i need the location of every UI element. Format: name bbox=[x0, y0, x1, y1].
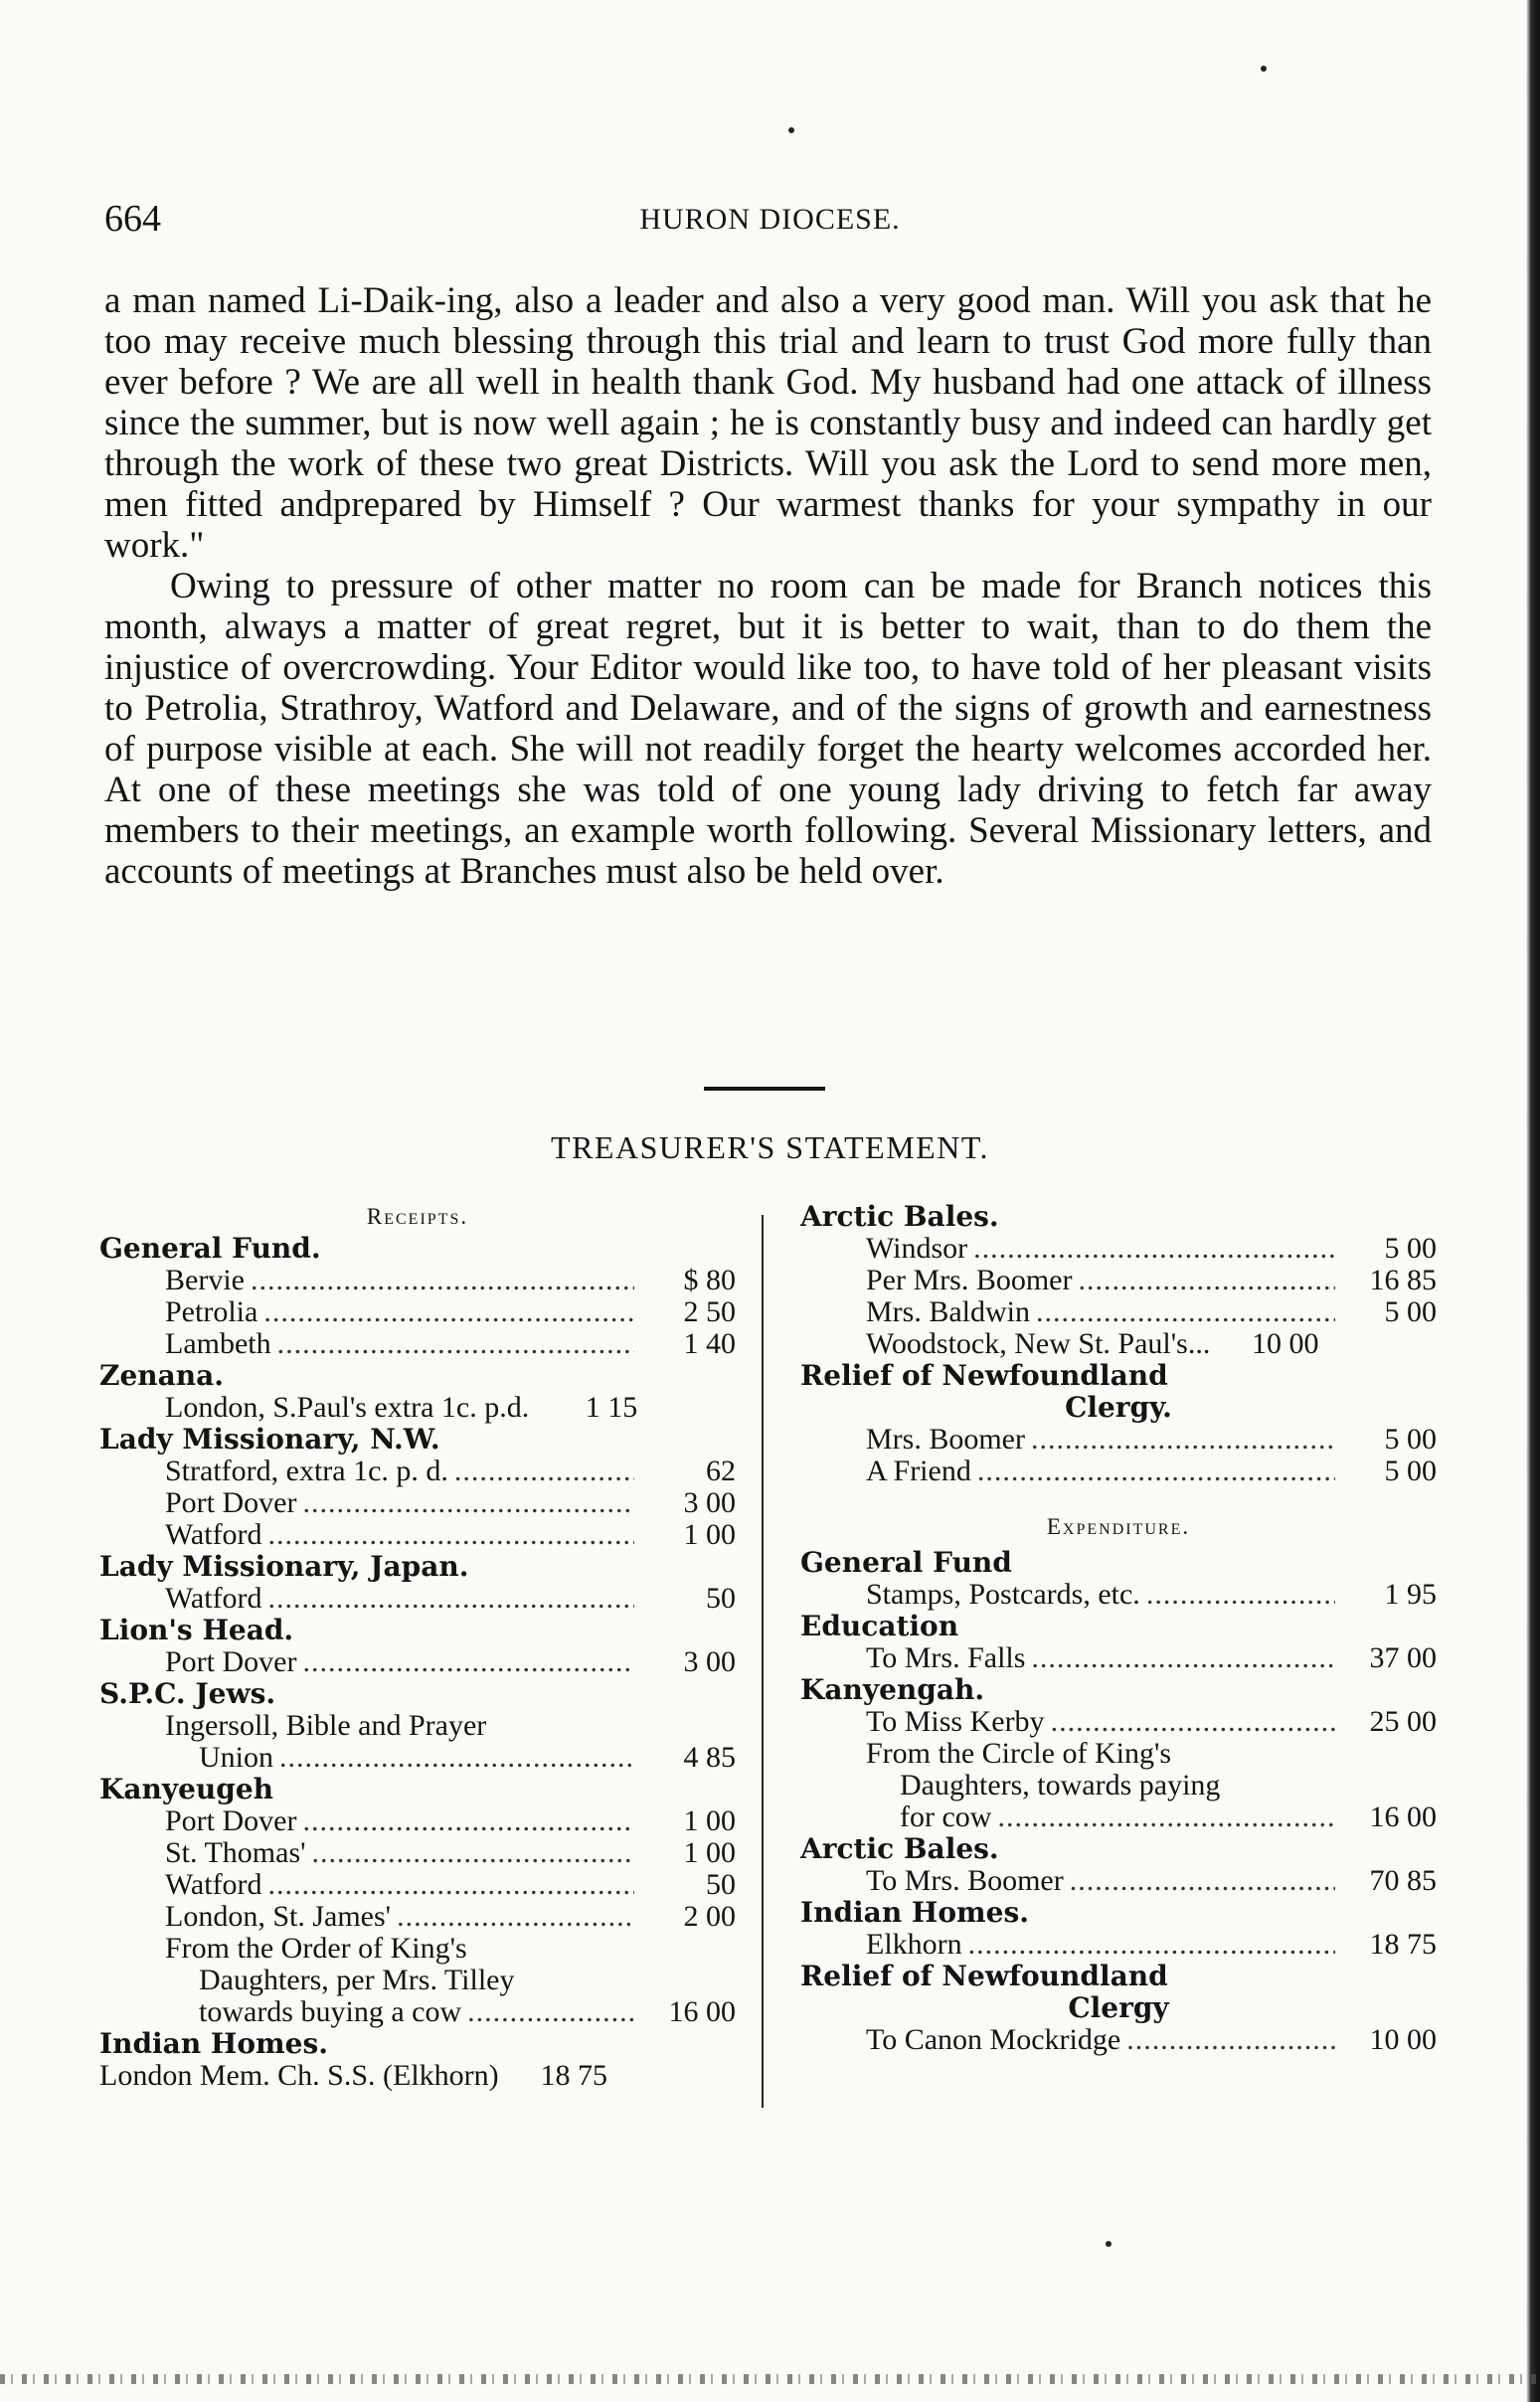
fund-heading: General Fund. bbox=[99, 1233, 321, 1265]
leader-dots bbox=[997, 1802, 1335, 1833]
fund-heading: Kanyeugeh bbox=[99, 1774, 274, 1805]
leader-dots bbox=[268, 1583, 634, 1615]
row-amount: 70 85 bbox=[1369, 1864, 1437, 1897]
receipts-column bbox=[99, 1201, 736, 2092]
leader-dots bbox=[454, 1456, 634, 1487]
row-amount: 5 00 bbox=[1384, 1455, 1437, 1487]
fund-heading: Lady Missionary, Japan. bbox=[99, 1551, 469, 1583]
page-header bbox=[104, 197, 1436, 247]
fund-heading-continued: Clergy. bbox=[1065, 1392, 1172, 1424]
row-amount: 3 00 bbox=[683, 1645, 736, 1678]
row-label: Bervie bbox=[165, 1264, 245, 1296]
fund-heading: Relief of Newfoundland bbox=[800, 1360, 1168, 1392]
ledger-row bbox=[99, 1869, 736, 1901]
row-amount: 10 00 bbox=[1252, 1327, 1319, 1360]
ledger-row bbox=[99, 1487, 736, 1519]
row-label: towards buying a cow bbox=[199, 1995, 462, 2028]
row-amount: 50 bbox=[706, 1868, 736, 1901]
row-label: London, St. James' bbox=[165, 1900, 392, 1933]
leader-dots bbox=[1031, 1642, 1335, 1674]
ledger-row bbox=[800, 1706, 1437, 1738]
leader-dots bbox=[977, 1456, 1335, 1487]
row-amount: 18 75 bbox=[540, 2059, 607, 2092]
fund-heading: Zenana. bbox=[99, 1360, 225, 1392]
leader-dots bbox=[1036, 1296, 1335, 1328]
fund-heading: Lion's Head. bbox=[99, 1615, 294, 1646]
ledger-row bbox=[99, 1646, 736, 1678]
leader-dots bbox=[302, 1646, 634, 1678]
ledger-row bbox=[800, 1296, 1437, 1328]
row-label: London Mem. Ch. S.S. (Elkhorn) bbox=[99, 2059, 499, 2092]
ledger-row bbox=[800, 1424, 1437, 1456]
paragraph-1: a man named Li-Daik-ing, also a leader and also a very good man. Will you ask that he too may receive much blessing through this trial and learn to trust God more fully than ever before ? We are all well in health thank God. My husband had one attack of illness since the summer, but is now well again ; he is constantly busy and indeed can hardly get through the work of these two great Districts. Will you ask the Lord to send more men, men fitted andprepared by Himself ? Our warmest thanks for your sympathy in our work." bbox=[104, 280, 1432, 566]
ledger-line: Daughters, per Mrs. Tilley bbox=[199, 1964, 515, 1996]
fund-heading: Arctic Bales. bbox=[800, 1833, 999, 1865]
ledger-row bbox=[99, 1837, 736, 1869]
row-label: To Mrs. Boomer bbox=[866, 1864, 1064, 1897]
leader-dots bbox=[1078, 1265, 1335, 1296]
leader-dots bbox=[397, 1901, 634, 1933]
fund-heading: S.P.C. Jews. bbox=[99, 1678, 276, 1710]
row-label: Lambeth bbox=[165, 1327, 271, 1360]
ledger-row bbox=[99, 1328, 736, 1360]
row-label: Mrs. Baldwin bbox=[866, 1295, 1030, 1328]
ledger-row bbox=[800, 1456, 1437, 1487]
row-amount: 5 00 bbox=[1384, 1423, 1437, 1456]
fund-heading: General Fund bbox=[800, 1547, 1012, 1579]
row-label: Watford bbox=[165, 1868, 262, 1901]
row-amount: 5 00 bbox=[1384, 1232, 1437, 1265]
row-amount: 18 75 bbox=[1369, 1928, 1437, 1961]
row-amount: 1 95 bbox=[1384, 1578, 1437, 1611]
ledger-row bbox=[99, 1583, 736, 1615]
leader-dots bbox=[1051, 1706, 1335, 1738]
fund-heading: Education bbox=[800, 1611, 959, 1642]
ledger-row bbox=[800, 1233, 1437, 1265]
section-rule bbox=[704, 1087, 825, 1091]
row-amount: 4 85 bbox=[683, 1741, 736, 1774]
ledger-row bbox=[800, 1802, 1437, 1833]
row-label: Watford bbox=[165, 1518, 262, 1551]
row-amount: 1 00 bbox=[683, 1518, 736, 1551]
leader-dots bbox=[1070, 1865, 1335, 1897]
row-amount: 50 bbox=[706, 1582, 736, 1615]
fund-heading: Arctic Bales. bbox=[800, 1201, 999, 1233]
row-label: Union bbox=[199, 1741, 273, 1774]
leader-dots bbox=[973, 1233, 1335, 1265]
row-label: Port Dover bbox=[165, 1486, 297, 1519]
ledger-row bbox=[99, 1996, 736, 2028]
leader-dots bbox=[302, 1805, 634, 1837]
row-amount: 16 00 bbox=[1369, 1801, 1437, 1833]
leader-dots bbox=[302, 1487, 634, 1519]
row-amount: 25 00 bbox=[1369, 1705, 1437, 1738]
row-amount: 3 00 bbox=[683, 1486, 736, 1519]
statement-title: TREASURER'S STATEMENT. bbox=[551, 1129, 989, 1165]
ledger-row bbox=[99, 1296, 736, 1328]
ledger-line: From the Order of King's bbox=[165, 1932, 467, 1965]
ledger-row bbox=[800, 2024, 1437, 2056]
row-label: Watford bbox=[165, 1582, 262, 1615]
row-label: Petrolia bbox=[165, 1295, 258, 1328]
scan-noise-bottom bbox=[0, 2374, 1540, 2384]
ledger-row bbox=[99, 1742, 736, 1774]
row-label: Port Dover bbox=[165, 1804, 297, 1837]
row-label: Stratford, extra 1c. p. d. bbox=[165, 1455, 448, 1487]
ledger-row bbox=[800, 1929, 1437, 1961]
row-label: To Miss Kerby bbox=[866, 1705, 1045, 1738]
ledger-line: From the Circle of King's bbox=[866, 1737, 1172, 1770]
row-amount: $ 80 bbox=[683, 1264, 736, 1296]
receipts-heading: Receipts. bbox=[366, 1204, 469, 1229]
expenditure-heading: Expenditure. bbox=[1046, 1514, 1191, 1539]
row-amount: 2 00 bbox=[683, 1900, 736, 1933]
fund-heading: Indian Homes. bbox=[99, 2028, 329, 2060]
ledger-line: Daughters, towards paying bbox=[900, 1769, 1221, 1802]
scan-edge bbox=[1526, 0, 1540, 2402]
ledger-row bbox=[99, 2060, 736, 2092]
row-label: A Friend bbox=[866, 1455, 971, 1487]
fund-heading-continued: Clergy bbox=[1068, 1992, 1169, 2024]
row-amount: 16 00 bbox=[668, 1995, 736, 2028]
ledger-row bbox=[800, 1865, 1437, 1897]
leader-dots bbox=[277, 1328, 634, 1360]
row-label: Elkhorn bbox=[866, 1928, 962, 1961]
row-amount: 2 50 bbox=[683, 1295, 736, 1328]
leader-dots bbox=[505, 2060, 506, 2092]
ledger-row bbox=[99, 1456, 736, 1487]
row-label: Windsor bbox=[866, 1232, 968, 1265]
row-label: Per Mrs. Boomer bbox=[866, 1264, 1073, 1296]
row-amount: 1 00 bbox=[683, 1804, 736, 1837]
row-amount: 16 85 bbox=[1369, 1264, 1437, 1296]
ledger-row bbox=[800, 1579, 1437, 1611]
row-label: Stamps, Postcards, etc. bbox=[866, 1578, 1140, 1611]
row-label: Mrs. Boomer bbox=[866, 1423, 1025, 1456]
ledger-row bbox=[800, 1642, 1437, 1674]
ledger-row bbox=[800, 1265, 1437, 1296]
leader-dots bbox=[1146, 1579, 1335, 1611]
leader-dots bbox=[1031, 1424, 1335, 1456]
row-label: Woodstock, New St. Paul's... bbox=[866, 1327, 1211, 1360]
leader-dots bbox=[279, 1742, 634, 1774]
ledger-row bbox=[99, 1519, 736, 1551]
ledger-row bbox=[99, 1392, 736, 1424]
leader-dots bbox=[268, 1869, 634, 1901]
scan-speck bbox=[1106, 2241, 1112, 2247]
row-label: To Canon Mockridge bbox=[866, 2023, 1121, 2056]
ledger-row bbox=[99, 1901, 736, 1933]
expenditure-column bbox=[800, 1201, 1437, 2056]
leader-dots bbox=[968, 1929, 1335, 1961]
ledger-row bbox=[99, 1805, 736, 1837]
ledger-row bbox=[99, 1265, 736, 1296]
leader-dots bbox=[312, 1837, 634, 1869]
row-label: To Mrs. Falls bbox=[866, 1641, 1026, 1674]
row-amount: 1 40 bbox=[683, 1327, 736, 1360]
body-text bbox=[104, 280, 1432, 892]
scan-speck bbox=[788, 127, 794, 133]
scan-speck bbox=[1261, 66, 1267, 72]
paragraph-2: Owing to pressure of other matter no room can be made for Branch notices this month, always a matter of great regret, but it is better to wait, than to do them the injustice of overcrowding. Your Editor would like too, to have told of her pleasant visits to Petrolia, Strathroy, Watford and Delaware, and of the signs of growth and earnestness of purpose visible at each. She will not readily forget the hearty welcomes accorded her. At one of these meetings she was told of one young lady driving to fetch far away members to their meetings, an example worth following. Several Missionary letters, and accounts of meetings at Branches must also be held over. bbox=[104, 566, 1432, 892]
leader-dots bbox=[535, 1392, 536, 1424]
row-amount: 37 00 bbox=[1369, 1641, 1437, 1674]
leader-dots bbox=[263, 1296, 634, 1328]
row-label: St. Thomas' bbox=[165, 1836, 306, 1869]
ledger-line: Ingersoll, Bible and Prayer bbox=[165, 1709, 487, 1742]
row-label: Port Dover bbox=[165, 1645, 297, 1678]
ledger-row bbox=[800, 1328, 1437, 1360]
fund-heading: Indian Homes. bbox=[800, 1897, 1030, 1929]
row-label: for cow bbox=[900, 1801, 992, 1833]
spacer bbox=[800, 1487, 1437, 1511]
row-amount: 10 00 bbox=[1369, 2023, 1437, 2056]
fund-heading: Lady Missionary, N.W. bbox=[99, 1424, 440, 1456]
running-head: HURON DIOCESE. bbox=[639, 203, 901, 236]
column-divider bbox=[762, 1215, 764, 2108]
row-amount: 1 00 bbox=[683, 1836, 736, 1869]
leader-dots bbox=[268, 1519, 634, 1551]
row-label: London, S.Paul's extra 1c. p.d. bbox=[165, 1391, 530, 1424]
page-number: 664 bbox=[104, 198, 161, 240]
row-amount: 1 15 bbox=[585, 1391, 638, 1424]
leader-dots bbox=[467, 1996, 634, 2028]
row-amount: 62 bbox=[706, 1455, 736, 1487]
fund-heading: Kanyengah. bbox=[800, 1674, 985, 1706]
leader-dots bbox=[251, 1265, 634, 1296]
leader-dots bbox=[1126, 2024, 1335, 2056]
leader-dots bbox=[1216, 1328, 1217, 1360]
row-amount: 5 00 bbox=[1384, 1295, 1437, 1328]
fund-heading: Relief of Newfoundland bbox=[800, 1961, 1168, 1992]
